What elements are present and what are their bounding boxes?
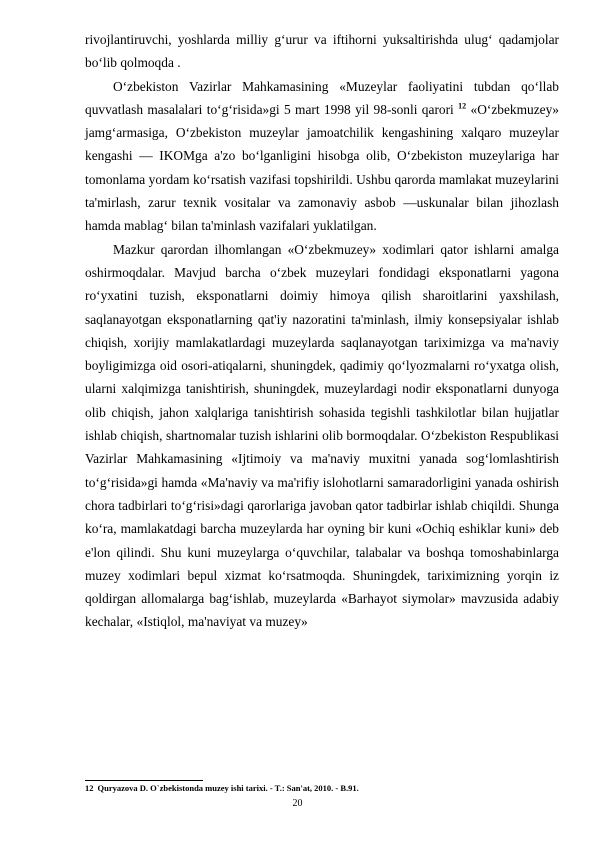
paragraph-activities: Mazkur qarordan ilhomlangan «O‘zbekmuzey» xodimlari qator ishlarni amalga oshirmoqdalar. Mavjud barcha o‘zbek muzeylari fondidagi eksponatlarni yagona ro‘yxatini tuzish, eksponatlarni doimiy himoya qilish sharoitlarini yaxshilash, saqlanayotgan eksponatlarning qat'iy nazoratini ta'minlash, ilmiy konsepsiyalar ishlab chiqish, xorijiy mamlakatlardagi muzeylarda saqlanayotgan tariximizga va ma'naviy boyligimizga oid osori-atiqalarni, shuningdek, qadimiy qo‘lyozmalarni ro‘yxatga olish, ularni xalqimizga tanishtirish, shuningdek, muzeylardagi nodir eksponatlarni dunyoga olib chiqish, jahon xalqlariga tanishtirish sohasida tegishli tashkilotlar bilan hujjatlar ishlab chiqish, shartnomalar tuzish ishlarini olib bormoqdalar. O‘zbekiston Respublikasi Vazirlar Mahkamasining «Ijtimoiy va ma'naviy muxitni yanada sog‘lomlashtirish to‘g‘risida»gi hamda «Ma'naviy va ma'rifiy islohotlarni samaradorligini yanada oshirish chora tadbirlari to‘g‘risi»dagi qarorlariga javoban qator tadbirlar ishlab chiqildi. Shunga ko‘ra, mamlakatdagi barcha muzeylarda har oyning bir kuni «Ochiq eshiklar kuni» deb e'lon qilindi. Shu kuni muzeylarga o‘quvchilar, talabalar va boshqa tomoshabinlarga muzey xodimlari bepul xizmat ko‘rsatmoqda. Shuningdek, tariximizning yorqin iz qoldirgan allomalarga bag‘ishlab, muzeylarda «Barhayot siymolar» mavzusida adabiy kechalar, «Istiqlol, ma'naviyat va muzey» — [85, 241, 559, 630]
footnote-reference[interactable]: 12 — [458, 101, 467, 111]
footnote-separator — [85, 780, 203, 781]
footnote — [85, 783, 359, 793]
footnote-number: 12 — [85, 783, 94, 793]
paragraph-resolution-text-start: O‘zbekiston Vazirlar Mahkamasining «Muzeylar faoliyatini tubdan qo‘llab quvvatlash masalalari to‘g‘risida»gi 5 mart 1998 yil 98-sonli qarori — [85, 78, 559, 117]
paragraph-continuation: rivojlantiruvchi, yoshlarda milliy g‘urur va iftihorni yuksaltirishda ulug‘ qadamjolar bo‘lib qolmoqda . — [85, 32, 559, 71]
page-number: 20 — [292, 798, 303, 809]
paragraph-resolution-text-end: «O‘zbekmuzey» jamg‘armasiga, O‘zbekiston muzeylar jamoatchilik kengashining xalqaro muzeylar kengashi — IKOMga a'zo bo‘lganligini hisobga olib, O‘zbekiston muzeylariga har tomonlama yordam ko‘rsatish vazifasi topshirildi. Ushbu qarorda mamlakat muzeylarini ta'mirlash, zarur texnik vositalar va zamonaviy asbob —uskunalar bilan jihozlash hamda mablag‘ bilan ta'minlash vazifalari yuklatilgan. — [85, 101, 559, 234]
footnote-text: Quryazova D. O`zbekistonda muzey ishi tarixi. - T.: San'at, 2010. - B.91. — [97, 783, 359, 793]
paragraph-resolution — [85, 75, 559, 238]
document-body — [85, 28, 559, 634]
